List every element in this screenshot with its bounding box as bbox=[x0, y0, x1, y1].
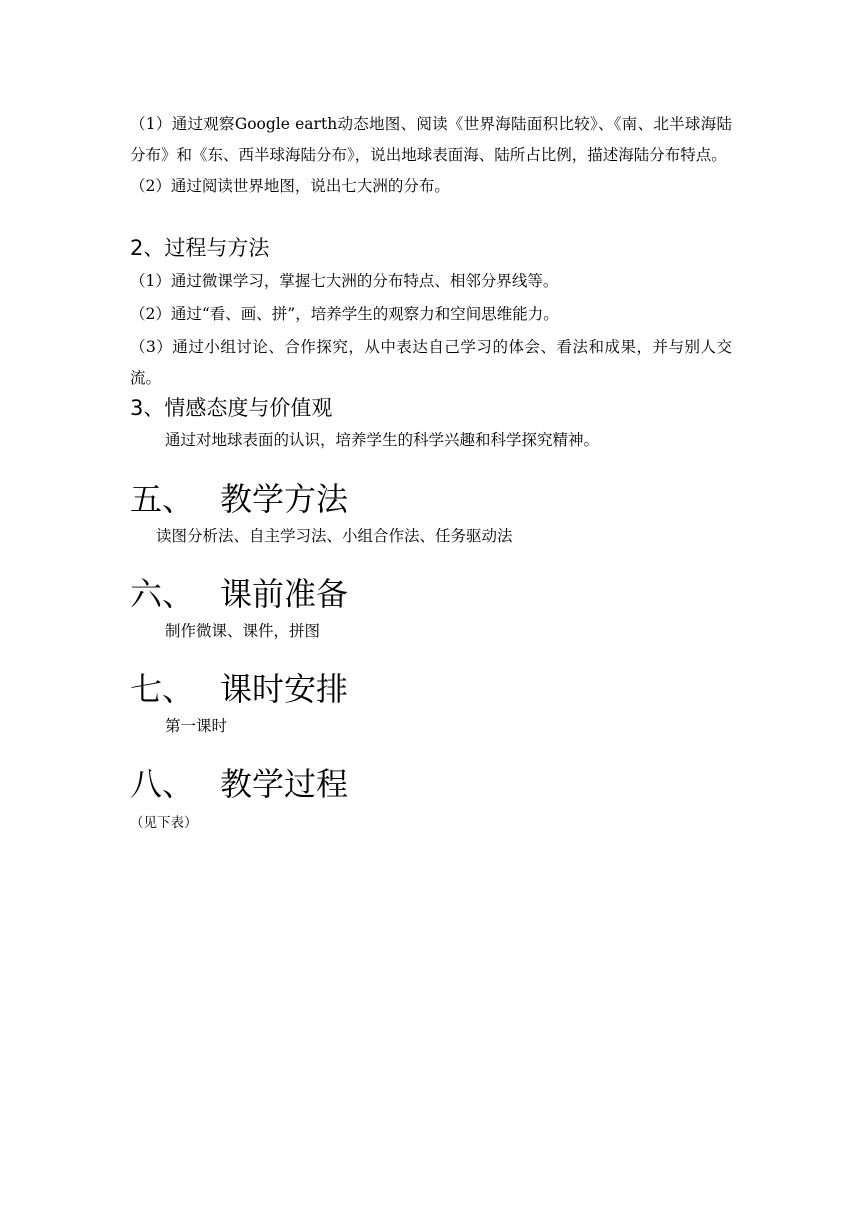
section-body: 制作微课、课件，拼图 bbox=[165, 622, 321, 640]
section-title: 课前准备 bbox=[220, 575, 349, 613]
section-preparation-body bbox=[165, 616, 732, 647]
section-schedule bbox=[130, 669, 732, 709]
emotion-values-text: 通过对地球表面的认识，培养学生的科学兴趣和科学探究精神。 bbox=[165, 431, 600, 449]
section-schedule-body bbox=[165, 711, 732, 742]
process-item-2: （2）通过“看、画、拼”，培养学生的观察力和空间思维能力。 bbox=[130, 305, 559, 323]
section-heading bbox=[130, 574, 732, 614]
section-number: 五、 bbox=[130, 480, 195, 518]
section-title: 课时安排 bbox=[220, 670, 349, 708]
section-body: （见下表） bbox=[130, 815, 198, 831]
section-title: 教学过程 bbox=[220, 765, 349, 803]
section-body: 读图分析法、自主学习法、小组合作法、任务驱动法 bbox=[156, 527, 513, 545]
process-item-3: （3）通过小组讨论、合作探究，从中表达自己学习的体会、看法和成果，并与别人交流。 bbox=[130, 338, 732, 387]
process-method-heading: 2、过程与方法 bbox=[130, 236, 270, 260]
section-number: 七、 bbox=[130, 670, 195, 708]
objective-item-2: （2）通过阅读世界地图，说出七大洲的分布。 bbox=[130, 177, 450, 195]
section-teaching-method bbox=[130, 479, 732, 519]
section-preparation bbox=[130, 574, 732, 614]
section-body: 第一课时 bbox=[165, 717, 228, 735]
section-teaching-method-body bbox=[156, 521, 732, 552]
section-teaching-process bbox=[130, 764, 732, 804]
section-heading bbox=[130, 764, 732, 804]
emotion-values-section bbox=[130, 393, 732, 423]
section-teaching-process-body bbox=[130, 812, 732, 834]
section-number: 六、 bbox=[130, 575, 195, 613]
section-heading bbox=[130, 669, 732, 709]
process-method-items bbox=[130, 266, 732, 394]
process-method-section bbox=[130, 233, 732, 263]
process-item-1: （1）通过微课学习，掌握七大洲的分布特点、相邻分界线等。 bbox=[130, 272, 559, 290]
section-heading bbox=[130, 479, 732, 519]
section-title: 教学方法 bbox=[220, 480, 349, 518]
objective-item-1: （1）通过观察Google earth动态地图、阅读《世界海陆面积比较》、《南、北半球海陆分布》和《东、西半球海陆分布》，说出地球表面海、陆所占比例，描述海陆分布特点。 bbox=[130, 115, 732, 164]
emotion-values-body bbox=[165, 425, 732, 456]
emotion-values-heading: 3、情感态度与价值观 bbox=[130, 396, 333, 420]
knowledge-objectives bbox=[130, 109, 732, 202]
section-number: 八、 bbox=[130, 765, 195, 803]
